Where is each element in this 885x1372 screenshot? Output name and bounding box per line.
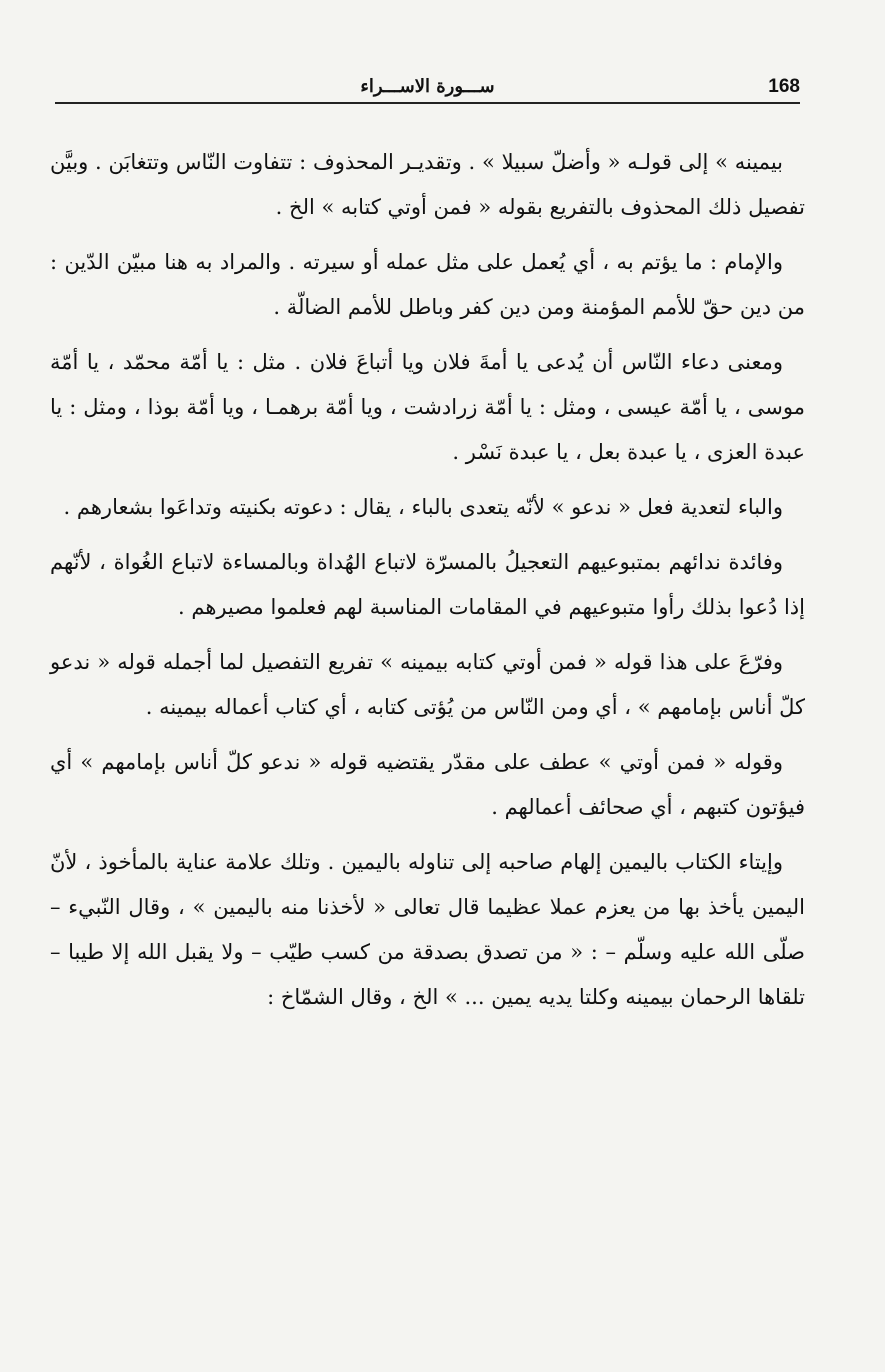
body-text	[50, 140, 805, 1030]
paragraph: ومعنى دعاء النّاس أن يُدعى يا أمةَ فلان ويا أتباعَ فلان . مثل : يا أمّة محمّد ، يا أمّة موسى ، يا أمّة عيسى ، ومثل : يا أمّة زرادشت ، ويا أمّة برهمـا ، ويا أمّة بوذا ، ومثل : يا عبدة العزى ، يا عبدة بعل ، يا عبدة نَسْر .	[50, 350, 805, 464]
page-header	[55, 74, 800, 104]
paragraph: والباء لتعدية فعل « ندعو » لأنّه يتعدى بالباء ، يقال : دعوته بكنيته وتداعَوا بشعارهم .	[63, 495, 783, 519]
surah-title: ســـورة الاســـراء	[360, 76, 495, 97]
paragraph: وإيتاء الكتاب باليمين إلهام صاحبه إلى تناوله باليمين . وتلك علامة عناية بالمأخوذ ، لأنّ اليمين يأخذ بها من يعزم عملا عظيما قال تعالى « لأخذنا منه باليمين » ، وقال النّبيء – صلّى الله عليه وسلّم – : « من تصدق بصدقة من كسب طيّب – ولا يقبل الله إلا طيبا – تلقاها الرحمان بيمينه وكلتا يديه يمين ... » الخ ، وقال الشمّاخ :	[50, 850, 805, 1009]
page-number: 168	[768, 76, 800, 97]
paragraph: وقوله « فمن أوتي » عطف على مقدّر يقتضيه قوله « ندعو كلّ أناس بإمامهم » أي فيؤتون كتبهم ، أي صحائف أعمالهم .	[50, 750, 805, 819]
paragraph: وفرّعَ على هذا قوله « فمن أوتي كتابه بيمينه » تفريع التفصيل لما أجمله قوله « ندعو كلّ أناس بإمامهم » ، أي ومن النّاس من يُؤتى كتابه ، أي كتاب أعماله بيمينه .	[50, 650, 805, 719]
paragraph: والإمام : ما يؤتم به ، أي يُعمل على مثل عمله أو سيرته . والمراد به هنا مبيّن الدّين : من دين حقّ للأمم المؤمنة ومن دين كفر وباطل للأمم الضالّة .	[50, 250, 805, 319]
paragraph: بيمينه » إلى قولـه « وأضلّ سبيلا » . وتقديـر المحذوف : تتفاوت النّاس وتتغابَن . وبيَّن تفصيل ذلك المحذوف بالتفريع بقوله « فمن أوتي كتابه » الخ .	[50, 150, 805, 219]
paragraph: وفائدة ندائهم بمتبوعيهم التعجيلُ بالمسرّة لاتباع الهُداة وبالمساءة لاتباع الغُواة ، لأنّهم إذا دُعوا بذلك رأوا متبوعيهم في المقامات المناسبة لهم فعلموا مصيرهم .	[50, 550, 805, 619]
